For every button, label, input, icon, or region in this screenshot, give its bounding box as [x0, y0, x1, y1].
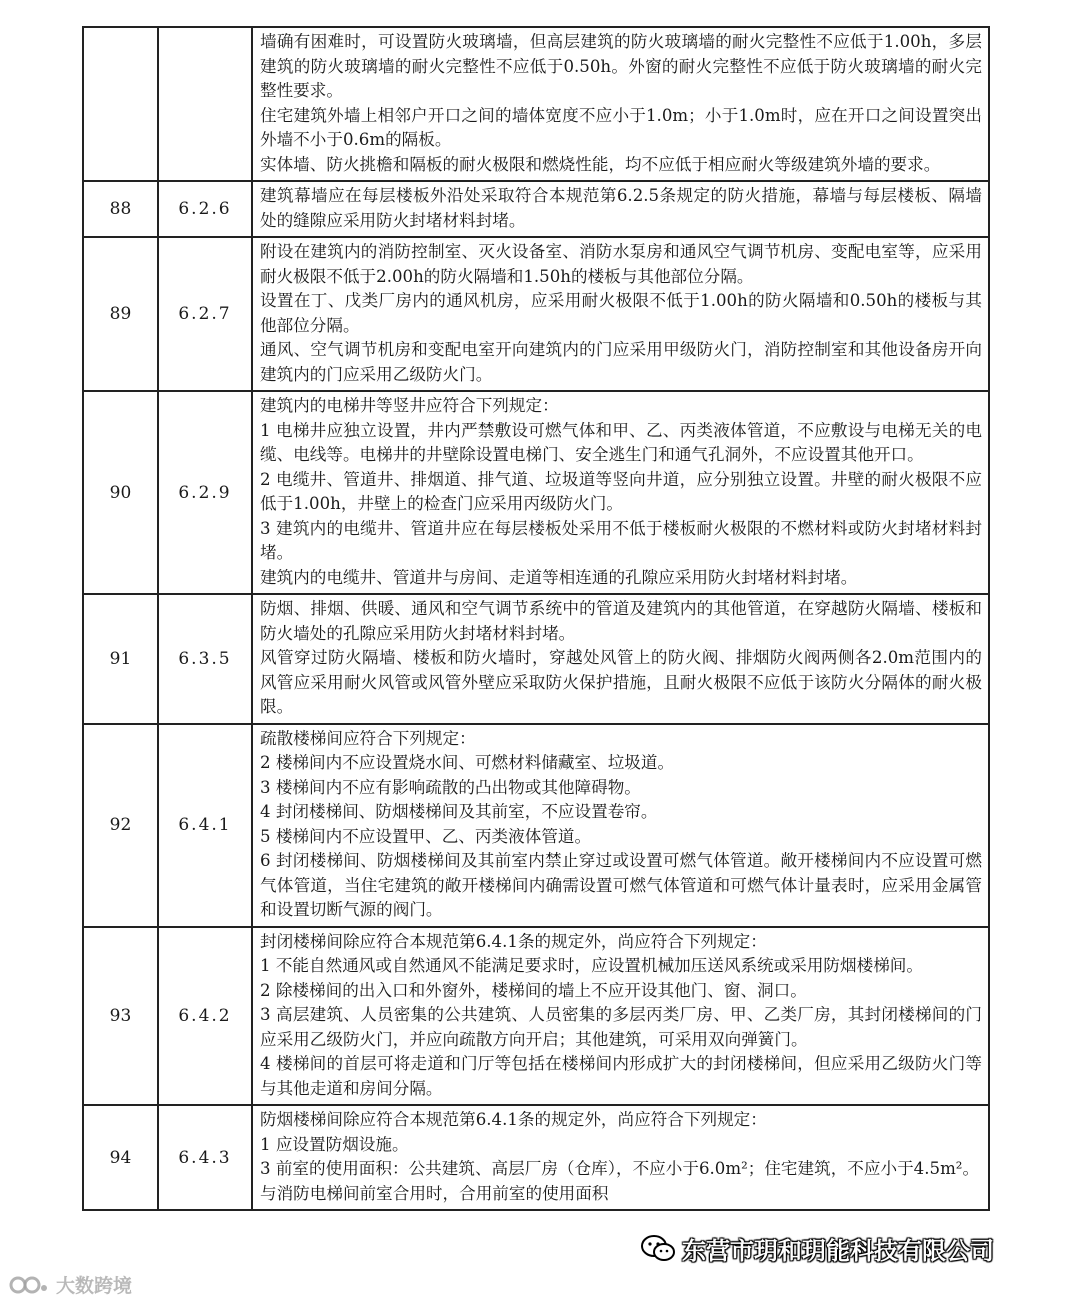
row-number: 88	[83, 181, 158, 237]
clause-content	[252, 724, 989, 927]
clause-number: 6.4.3	[158, 1105, 252, 1210]
row-number: 90	[83, 391, 158, 594]
clause-number: 6.4.2	[158, 927, 252, 1106]
clause-paragraph: 1 应设置防烟设施。	[260, 1134, 409, 1154]
clause-number: 6.2.9	[158, 391, 252, 594]
clause-paragraph: 墙确有困难时，可设置防火玻璃墙，但高层建筑的防火玻璃墙的耐火完整性不应低于1.00h，多层建筑的防火玻璃墙的耐火完整性不应低于0.50h。外窗的耐火完整性不应低于防火玻璃墙的耐火完整性要求。	[260, 32, 982, 100]
clause-number: 6.2.6	[158, 181, 252, 237]
row-number: 89	[83, 237, 158, 391]
clause-paragraph: 疏散楼梯间应符合下列规定：	[260, 728, 476, 748]
table-row	[83, 724, 989, 927]
table-row	[83, 927, 989, 1106]
clause-paragraph: 住宅建筑外墙上相邻户开口之间的墙体宽度不应小于1.0m；小于1.0m时，应在开口之间设置突出外墙不小于0.6m的隔板。	[260, 105, 982, 149]
row-number: 94	[83, 1105, 158, 1210]
clause-paragraph: 建筑幕墙应在每层楼板外沿处采取符合本规范第6.2.5条规定的防火措施，幕墙与每层楼板、隔墙处的缝隙应采用防火封堵材料封堵。	[260, 186, 982, 230]
clause-content	[252, 181, 989, 237]
clause-paragraph: 4 封闭楼梯间、防烟楼梯间及其前室，不应设置卷帘。	[260, 802, 658, 821]
clause-paragraph: 5 楼梯间内不应设置甲、乙、丙类液体管道。	[260, 826, 592, 846]
clause-number: 6.3.5	[158, 594, 252, 724]
clause-paragraph: 6 封闭楼梯间、防烟楼梯间及其前室内禁止穿过或设置可燃气体管道。敞开楼梯间内不应设置可燃气体管道，当住宅建筑的敞开楼梯间内确需设置可燃气体管道和可燃气体计量表时，应采用金属管和设置切断气源的阀门。	[260, 851, 982, 919]
watermark-right-text: 东营市玥和玥能科技有限公司	[682, 1237, 994, 1265]
clause-paragraph: 建筑内的电缆井、管道井与房间、走道等相连通的孔隙应采用防火封堵材料封堵。	[260, 567, 858, 587]
table-row	[83, 594, 989, 724]
watermark-left	[8, 1271, 132, 1298]
table-row	[83, 391, 989, 594]
table-row	[83, 237, 989, 391]
clause-paragraph: 防烟、排烟、供暖、通风和空气调节系统中的管道及建筑内的其他管道，在穿越防火隔墙、楼板和防火墙处的孔隙应采用防火封堵材料封堵。	[260, 599, 982, 643]
brand-logo-icon	[8, 1273, 52, 1297]
clause-paragraph: 1 电梯井应独立设置，井内严禁敷设可燃气体和甲、乙、丙类液体管道，不应敷设与电梯无关的电缆、电线等。电梯井的井壁除设置电梯门、安全逃生门和通气孔洞外，不应设置其他开口。	[260, 420, 982, 464]
row-number: 91	[83, 594, 158, 724]
clause-paragraph: 实体墙、防火挑檐和隔板的耐火极限和燃烧性能，均不应低于相应耐火等级建筑外墙的要求。	[260, 154, 941, 174]
clause-paragraph: 建筑内的电梯井等竖井应符合下列规定：	[260, 396, 559, 415]
clause-content	[252, 594, 989, 724]
clause-table-body	[83, 27, 989, 1210]
row-number: 93	[83, 927, 158, 1106]
clause-paragraph: 3 楼梯间内不应有影响疏散的凸出物或其他障碍物。	[260, 777, 641, 797]
clause-paragraph: 封闭楼梯间除应符合本规范第6.4.1条的规定外，尚应符合下列规定：	[260, 931, 767, 951]
table-row	[83, 27, 989, 181]
clause-table	[82, 26, 990, 1211]
clause-paragraph: 风管穿过防火隔墙、楼板和防火墙时，穿越处风管上的防火阀、排烟防火阀两侧各2.0m范围内的风管应采用耐火风管或风管外壁应采取防火保护措施，且耐火极限不应低于该防火分隔体的耐火极限。	[260, 648, 982, 716]
clause-content	[252, 1105, 989, 1210]
clause-paragraph: 与消防电梯间前室合用时，合用前室的使用面积	[260, 1183, 609, 1203]
clause-content	[252, 927, 989, 1106]
clause-content	[252, 27, 989, 181]
row-number	[83, 27, 158, 181]
table-row	[83, 1105, 989, 1210]
watermark-right	[640, 1231, 994, 1266]
clause-paragraph: 3 高层建筑、人员密集的公共建筑、人员密集的多层丙类厂房、甲、乙类厂房，其封闭楼梯间的门应采用乙级防火门，并应向疏散方向开启；其他建筑，可采用双向弹簧门。	[260, 1005, 982, 1049]
row-number: 92	[83, 724, 158, 927]
table-row	[83, 181, 989, 237]
clause-paragraph: 4 楼梯间的首层可将走道和门厅等包括在楼梯间内形成扩大的封闭楼梯间，但应采用乙级防火门等与其他走道和房间分隔。	[260, 1054, 982, 1098]
clause-number	[158, 27, 252, 181]
clause-paragraph: 2 电缆井、管道井、排烟道、排气道、垃圾道等竖向井道，应分别独立设置。井壁的耐火极限不应低于1.00h，井壁上的检查门应采用丙级防火门。	[260, 469, 982, 513]
clause-content	[252, 237, 989, 391]
wechat-icon	[640, 1234, 676, 1264]
clause-paragraph: 2 除楼梯间的出入口和外窗外，楼梯间的墙上不应开设其他门、窗、洞口。	[260, 980, 807, 1000]
clause-paragraph: 3 建筑内的电缆井、管道井应在每层楼板处采用不低于楼板耐火极限的不燃材料或防火封堵材料封堵。	[260, 518, 982, 562]
clause-content	[252, 391, 989, 594]
clause-paragraph: 防烟楼梯间除应符合本规范第6.4.1条的规定外，尚应符合下列规定：	[260, 1110, 767, 1129]
clause-paragraph: 设置在丁、戊类厂房内的通风机房，应采用耐火极限不低于1.00h的防火隔墙和0.50h的楼板与其他部位分隔。	[260, 291, 982, 335]
clause-paragraph: 2 楼梯间内不应设置烧水间、可燃材料储藏室、垃圾道。	[260, 753, 675, 772]
clause-paragraph: 3 前室的使用面积：公共建筑、高层厂房（仓库），不应小于6.0m²；住宅建筑，不应小于4.5m²。	[260, 1159, 980, 1178]
watermark-left-text: 大数跨境	[56, 1275, 133, 1297]
clause-number: 6.2.7	[158, 237, 252, 391]
clause-paragraph: 通风、空气调节机房和变配电室开向建筑内的门应采用甲级防火门，消防控制室和其他设备房开向建筑内的门应采用乙级防火门。	[260, 340, 982, 384]
clause-number: 6.4.1	[158, 724, 252, 927]
clause-paragraph: 1 不能自然通风或自然通风不能满足要求时，应设置机械加压送风系统或采用防烟楼梯间。	[260, 956, 923, 975]
clause-paragraph: 附设在建筑内的消防控制室、灭火设备室、消防水泵房和通风空气调节机房、变配电室等，应采用耐火极限不低于2.00h的防火隔墙和1.50h的楼板与其他部位分隔。	[260, 242, 982, 286]
